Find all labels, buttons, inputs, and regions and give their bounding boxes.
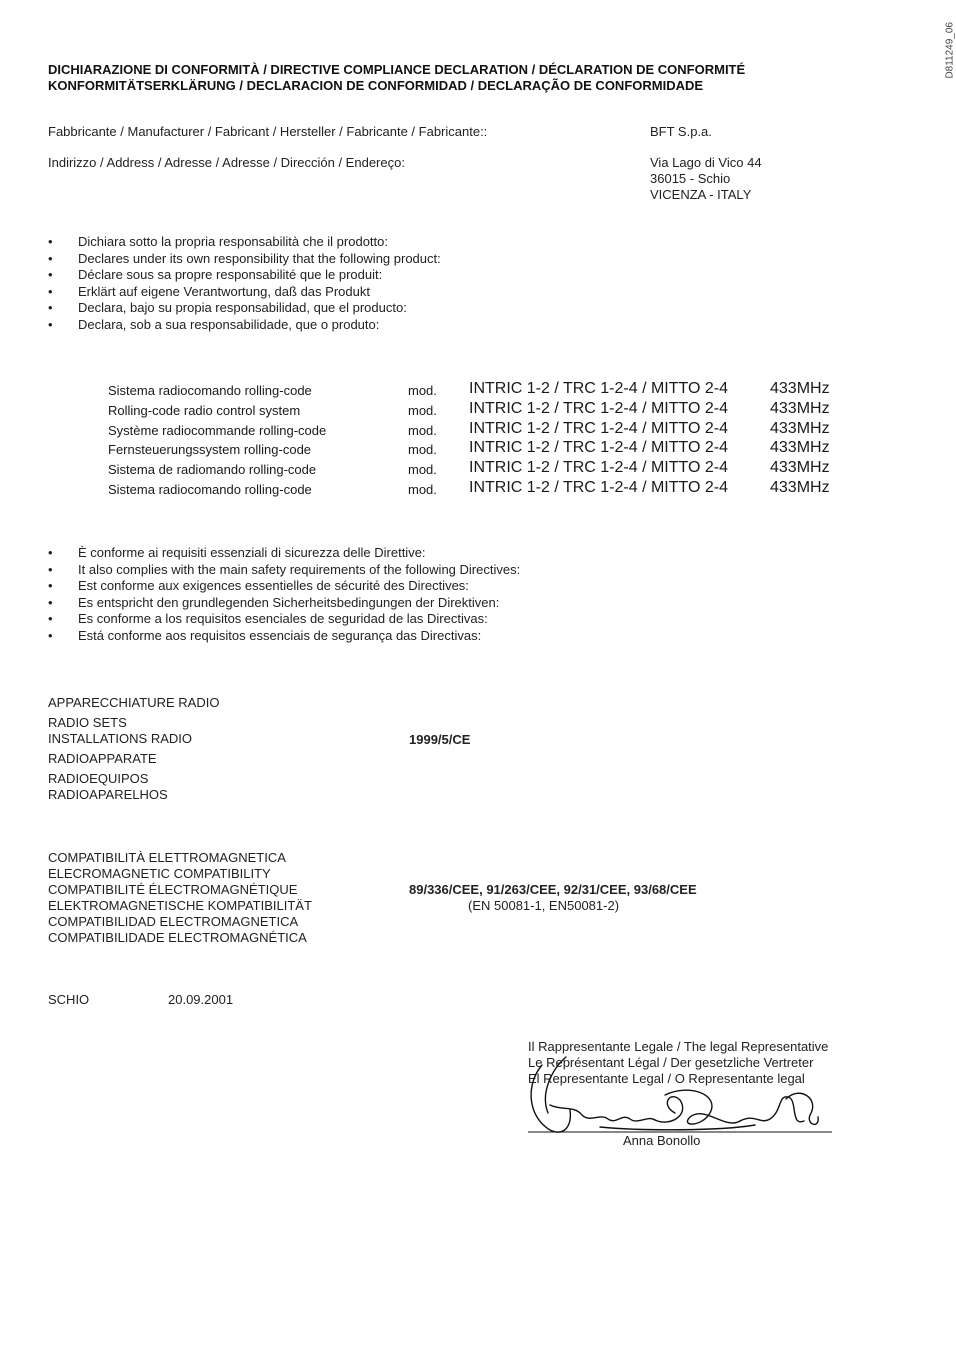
title-line-1: DICHIARAZIONE DI CONFORMITÀ / DIRECTIVE COMPLIANCE DECLARATION / DÉCLARATION DE CONFORMITÉ: [48, 62, 746, 77]
place: SCHIO: [48, 992, 90, 1007]
declaration-item: • Declara, bajo su propia responsabilidad, que el producto:: [48, 300, 441, 317]
product-description: Sistema radiocomando rolling-code: [108, 383, 312, 398]
address-value: [650, 155, 762, 203]
manufacturer-label: Fabbricante / Manufacturer / Fabricant / Hersteller / Fabricante / Fabricante::: [48, 124, 488, 139]
compliance-item: • Es conforme a los requisitos esenciales de seguridad de las Directivas:: [48, 611, 520, 628]
declaration-item: • Déclare sous sa propre responsabilité que le produit:: [48, 267, 441, 284]
declaration-item: • Dichiara sotto la propria responsabilità che il prodotto:: [48, 234, 441, 251]
signature-stroke: [740, 1097, 804, 1122]
compliance-item: • Es entspricht den grundlegenden Sicherheitsbedingungen der Direktiven:: [48, 595, 520, 612]
emc-directive-section: [48, 850, 312, 946]
document-code: D811249_06: [945, 22, 956, 79]
radio-line: APPARECCHIATURE RADIO: [48, 695, 220, 710]
declaration-item: • Erklärt auf eigene Verantwortung, daß das Produkt: [48, 284, 441, 301]
product-frequency: 433MHz: [770, 399, 830, 417]
manufacturer-value: BFT S.p.a.: [650, 124, 712, 139]
compliance-item: • Está conforme aos requisitos essenciais de segurança das Directivas:: [48, 628, 520, 645]
signature-stroke: [550, 1105, 655, 1121]
declaration-item: • Declares under its own responsibility that the following product:: [48, 251, 441, 268]
representative-line: Il Rappresentante Legale / The legal Representative: [528, 1039, 829, 1054]
radio-line: RADIOAPARELHOS: [48, 787, 168, 802]
product-frequency: 433MHz: [770, 459, 830, 477]
address-line: 36015 - Schio: [650, 171, 731, 186]
radio-line: RADIO SETS: [48, 715, 127, 730]
product-frequency: 433MHz: [770, 380, 830, 397]
representative-line: El Representante Legal / O Representante legal: [528, 1071, 805, 1086]
date: 20.09.2001: [168, 992, 234, 1007]
compliance-item: • Est conforme aux exigences essentielles de sécurité des Directives:: [48, 578, 520, 595]
signature-strokes: [531, 1057, 818, 1132]
product-description: Sistema radiocomando rolling-code: [108, 481, 312, 497]
product-description: Fernsteuerungssystem rolling-code: [108, 442, 312, 458]
representative-name: Anna Bonollo: [623, 1133, 701, 1148]
product-mod: mod.: [408, 462, 437, 478]
emc-standards: (EN 50081-1, EN50081-2): [468, 898, 620, 913]
product-mod: mod.: [408, 402, 437, 418]
product-model: INTRIC 1-2 / TRC 1-2-4 / MITTO 2-4: [469, 478, 729, 496]
product-mod: mod.: [408, 422, 437, 438]
product-description: Système radiocommande rolling-code: [108, 422, 327, 438]
compliance-item: • It also complies with the main safety requirements of the following Directives:: [48, 562, 520, 579]
title-line-2: KONFORMITÄTSERKLÄRUNG / DECLARACION DE CONFORMIDAD / DECLARAÇÃO DE CONFORMIDADE: [48, 78, 704, 93]
radio-line: INSTALLATIONS RADIO: [48, 731, 192, 746]
signature-stroke: [655, 1097, 683, 1122]
handwritten-signature: [520, 1055, 840, 1140]
emc-line: COMPATIBILITÀ ELETTROMAGNETICA: [48, 850, 286, 865]
compliance-item: • È conforme ai requisiti essenziali di sicurezza delle Direttive:: [48, 545, 520, 562]
product-model: INTRIC 1-2 / TRC 1-2-4 / MITTO 2-4: [469, 419, 729, 437]
emc-line: COMPATIBILIDADE ELECTROMAGNÉTICA: [48, 930, 307, 945]
product-mod: mod.: [408, 383, 437, 398]
emc-line: COMPATIBILIDAD ELECTROMAGNETICA: [48, 914, 299, 929]
compliance-list: [48, 545, 520, 645]
emc-line: COMPATIBILITÉ ÉLECTROMAGNÉTIQUE: [48, 882, 298, 897]
emc-directive: 89/336/CEE, 91/263/CEE, 92/31/CEE, 93/68/CEE: [409, 882, 697, 897]
address-line: VICENZA - ITALY: [650, 187, 752, 202]
product-model: INTRIC 1-2 / TRC 1-2-4 / MITTO 2-4: [469, 380, 729, 397]
emc-line: ELECROMAGNETIC COMPATIBILITY: [48, 866, 271, 881]
radio-directive: 1999/5/CE: [409, 732, 471, 747]
product-frequency: 433MHz: [770, 478, 830, 496]
address-line: Via Lago di Vico 44: [650, 155, 762, 170]
product-model: INTRIC 1-2 / TRC 1-2-4 / MITTO 2-4: [469, 459, 729, 477]
product-frequency: 433MHz: [770, 439, 830, 457]
product-description: Sistema de radiomando rolling-code: [108, 462, 317, 478]
signature-stroke: [600, 1125, 755, 1130]
radio-line: RADIOAPPARATE: [48, 751, 157, 766]
product-model: INTRIC 1-2 / TRC 1-2-4 / MITTO 2-4: [469, 439, 729, 457]
signature-stroke: [531, 1065, 570, 1132]
emc-line: ELEKTROMAGNETISCHE KOMPATIBILITÄT: [48, 898, 312, 913]
product-frequency: 433MHz: [770, 419, 830, 437]
declaration-item: • Declara, sob a sua responsabilidade, que o produto:: [48, 317, 441, 334]
address-label: Indirizzo / Address / Adresse / Adresse / Dirección / Endereço:: [48, 155, 405, 170]
product-mod: mod.: [408, 481, 437, 497]
signature-stroke: [545, 1057, 566, 1113]
product-mod: mod.: [408, 442, 437, 458]
product-description: Rolling-code radio control system: [108, 402, 301, 418]
radio-line: RADIOEQUIPOS: [48, 771, 149, 786]
document-title: [48, 62, 745, 94]
declaration-list: [48, 234, 441, 334]
representative-line: Le Représentant Légal / Der gesetzliche Vertreter: [528, 1055, 814, 1070]
radio-directive-section: [48, 695, 219, 803]
product-model: INTRIC 1-2 / TRC 1-2-4 / MITTO 2-4: [469, 399, 729, 417]
